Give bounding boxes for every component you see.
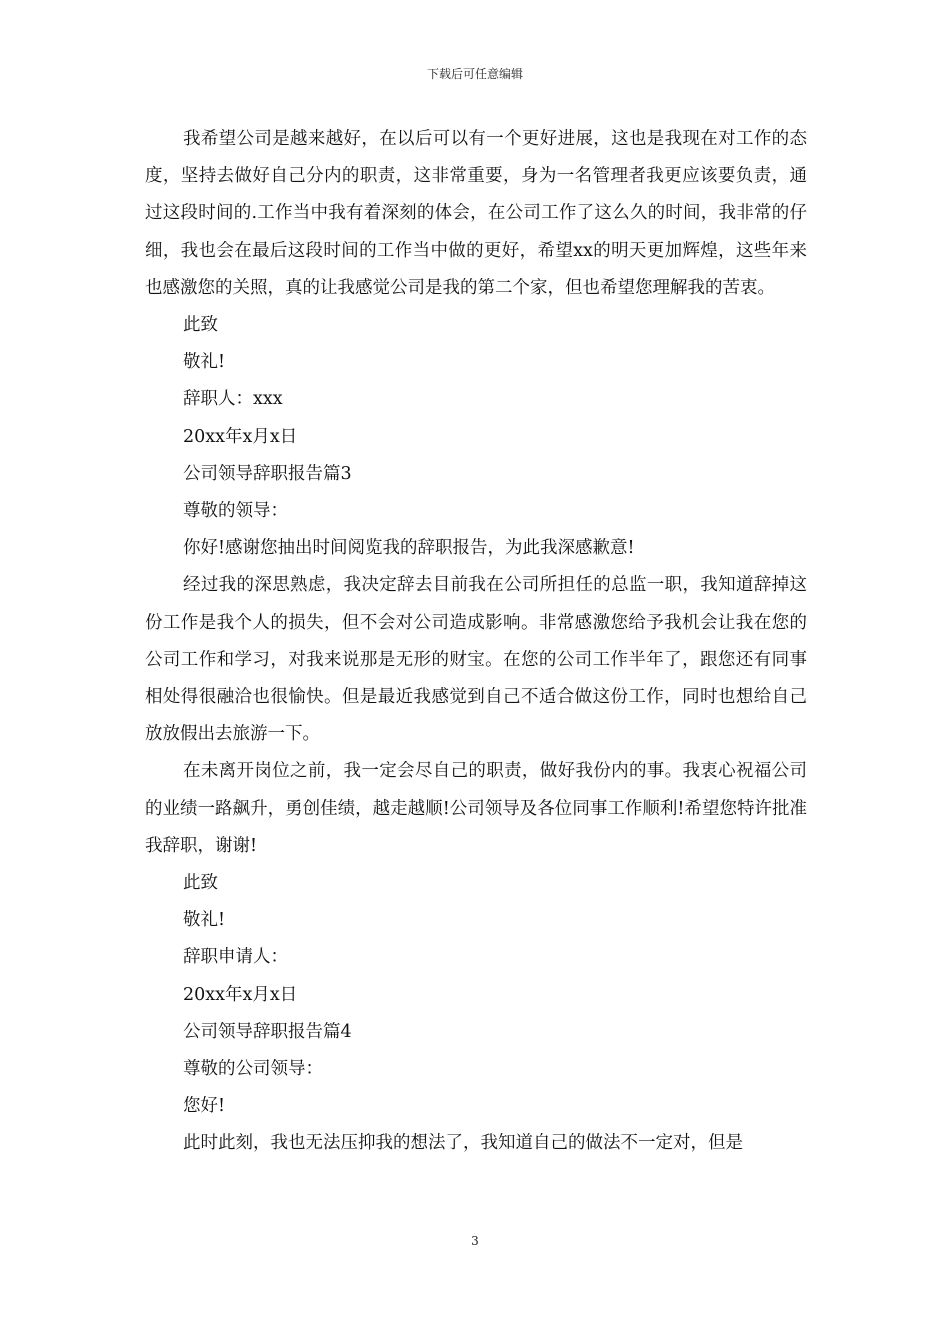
section-title-3: 公司领导辞职报告篇3 — [183, 463, 352, 484]
salutation-cizhi-2: 此致 — [183, 873, 218, 894]
document-body — [145, 121, 807, 1163]
paragraph-closing-statement: 我希望公司是越来越好，在以后可以有一个更好进展，这也是我现在对工作的态度，坚持去做好自己分内的职责，这非常重要，身为一名管理者我更应该要负责，通过这段时间的.工作当中我有着深刻的体会，在公司工作了这么久的时间，我非常的仔细，我也会在最后这段时间的工作当中做的更好，希望xx的明天更加辉煌，这些年来也感激您的关照，真的让我感觉公司是我的第二个家，但也希望您理解我的苦衷。 — [145, 129, 807, 298]
signature-date-2: 20xx年x月x日 — [183, 984, 298, 1005]
salutation-cizhi: 此致 — [183, 315, 218, 336]
page-number: 3 — [471, 1234, 479, 1248]
letter-greeting-2: 尊敬的公司领导： — [183, 1059, 323, 1080]
signature-resigner: 辞职人：xxx — [183, 389, 283, 410]
section-title-4: 公司领导辞职报告篇4 — [183, 1021, 352, 1042]
page-header: 下载后可任意编辑 — [426, 67, 523, 81]
letter-hello: 您好! — [183, 1096, 226, 1117]
salutation-jingli: 敬礼! — [183, 352, 226, 373]
letter-opening: 你好!感谢您抽出时间阅览我的辞职报告，为此我深感歉意! — [183, 538, 635, 559]
paragraph-thoughts: 此时此刻，我也无法压抑我的想法了，我知道自己的做法不一定对，但是 — [183, 1133, 743, 1154]
letter-greeting: 尊敬的领导： — [183, 501, 288, 522]
signature-date: 20xx年x月x日 — [183, 426, 298, 447]
salutation-jingli-2: 敬礼! — [183, 910, 226, 931]
paragraph-duties: 在未离开岗位之前，我一定会尽自己的职责，做好我份内的事。我衷心祝福公司的业绩一路飙升，勇创佳绩，越走越顺!公司领导及各位同事工作顺利!希望您特许批准我辞职，谢谢! — [145, 761, 807, 856]
signature-applicant: 辞职申请人： — [183, 947, 288, 968]
paragraph-decision: 经过我的深思熟虑，我决定辞去目前我在公司所担任的总监一职，我知道辞掉这份工作是我个人的损失，但不会对公司造成影响。非常感激您给予我机会让我在您的公司工作和学习，对我来说那是无形的财宝。在您的公司工作半年了，跟您还有同事相处得很融洽也很愉快。但是最近我感觉到自己不适合做这份工作，同时也想给自己放放假出去旅游一下。 — [145, 575, 807, 745]
